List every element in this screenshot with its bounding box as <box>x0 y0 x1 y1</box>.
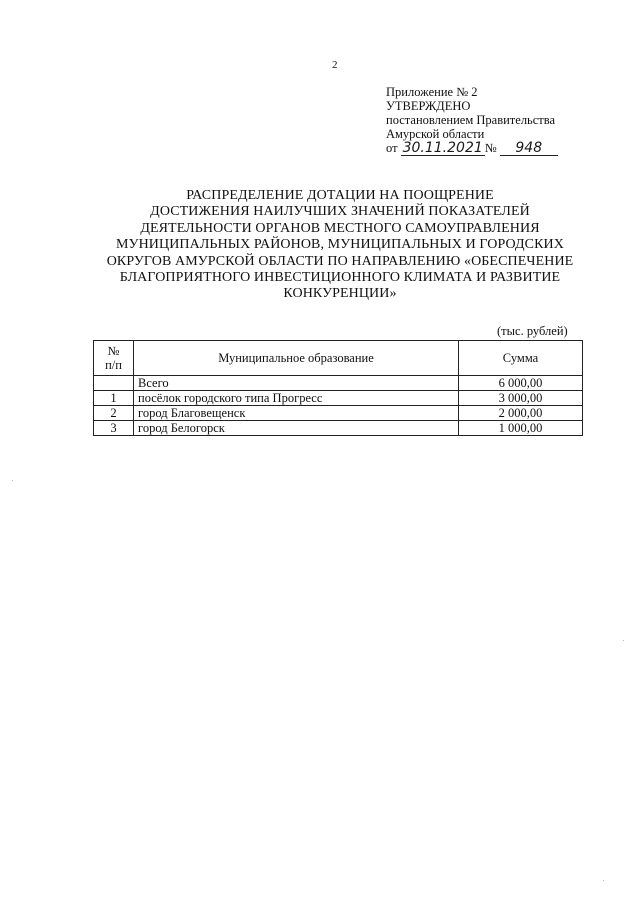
number-prefix: № <box>484 141 497 155</box>
handwritten-date: 30.11.2021 <box>402 140 483 156</box>
title-line: БЛАГОПРИЯТНОГО ИНВЕСТИЦИОННОГО КЛИМАТА И РАЗВИТИЕ <box>119 270 561 286</box>
appendix-label: Приложение № 2 <box>386 85 478 99</box>
row-municipality: посёлок городского типа Прогресс <box>134 391 459 406</box>
table-row <box>94 391 583 406</box>
approval-block <box>386 85 558 156</box>
header-number-line2: п/п <box>105 358 122 372</box>
header-municipality: Муниципальное образование <box>134 341 459 376</box>
row-number: 2 <box>94 406 134 421</box>
resolution-label: постановлением Правительства <box>386 113 556 127</box>
page-number: 2 <box>332 59 338 71</box>
title-line: ДОСТИЖЕНИЯ НАИЛУЧШИХ ЗНАЧЕНИЙ ПОКАЗАТЕЛЕЙ <box>150 204 530 220</box>
unit-label: (тыс. рублей) <box>497 324 568 338</box>
date-number-line <box>386 141 558 156</box>
scan-speck <box>603 880 604 881</box>
title-line: ДЕЯТЕЛЬНОСТИ ОРГАНОВ МЕСТНОГО САМОУПРАВЛЕНИЯ <box>140 220 540 236</box>
row-municipality: город Благовещенск <box>134 406 459 421</box>
region-label: Амурской области <box>386 127 485 141</box>
title-line: КОНКУРЕНЦИИ» <box>283 286 397 302</box>
header-sum: Сумма <box>459 341 583 376</box>
row-municipality: город Белогорск <box>134 421 459 436</box>
title-line: ОКРУГОВ АМУРСКОЙ ОБЛАСТИ ПО НАПРАВЛЕНИЮ «ОБЕСПЕЧЕНИЕ <box>106 253 574 269</box>
table-row <box>94 421 583 436</box>
scan-speck <box>623 640 624 641</box>
handwritten-number: 948 <box>500 142 558 156</box>
row-sum: 3 000,00 <box>459 391 583 406</box>
table-header-row <box>94 341 583 376</box>
approved-label: УТВЕРЖДЕНО <box>386 99 471 113</box>
header-number-line1: № <box>107 344 120 358</box>
header-number <box>94 341 134 376</box>
table-row <box>94 406 583 421</box>
document-title <box>80 188 600 303</box>
row-number: 3 <box>94 421 134 436</box>
row-sum: 1 000,00 <box>459 421 583 436</box>
scan-speck <box>12 480 13 481</box>
date-prefix: от <box>386 141 398 155</box>
row-number <box>94 376 134 391</box>
table-row <box>94 376 583 391</box>
row-number: 1 <box>94 391 134 406</box>
row-municipality: Всего <box>134 376 459 391</box>
row-sum: 6 000,00 <box>459 376 583 391</box>
distribution-table <box>93 340 583 436</box>
row-sum: 2 000,00 <box>459 406 583 421</box>
title-line: РАСПРЕДЕЛЕНИЕ ДОТАЦИИ НА ПООЩРЕНИЕ <box>186 188 494 203</box>
title-line: МУНИЦИПАЛЬНЫХ РАЙОНОВ, МУНИЦИПАЛЬНЫХ И ГОРОДСКИХ <box>116 237 564 253</box>
